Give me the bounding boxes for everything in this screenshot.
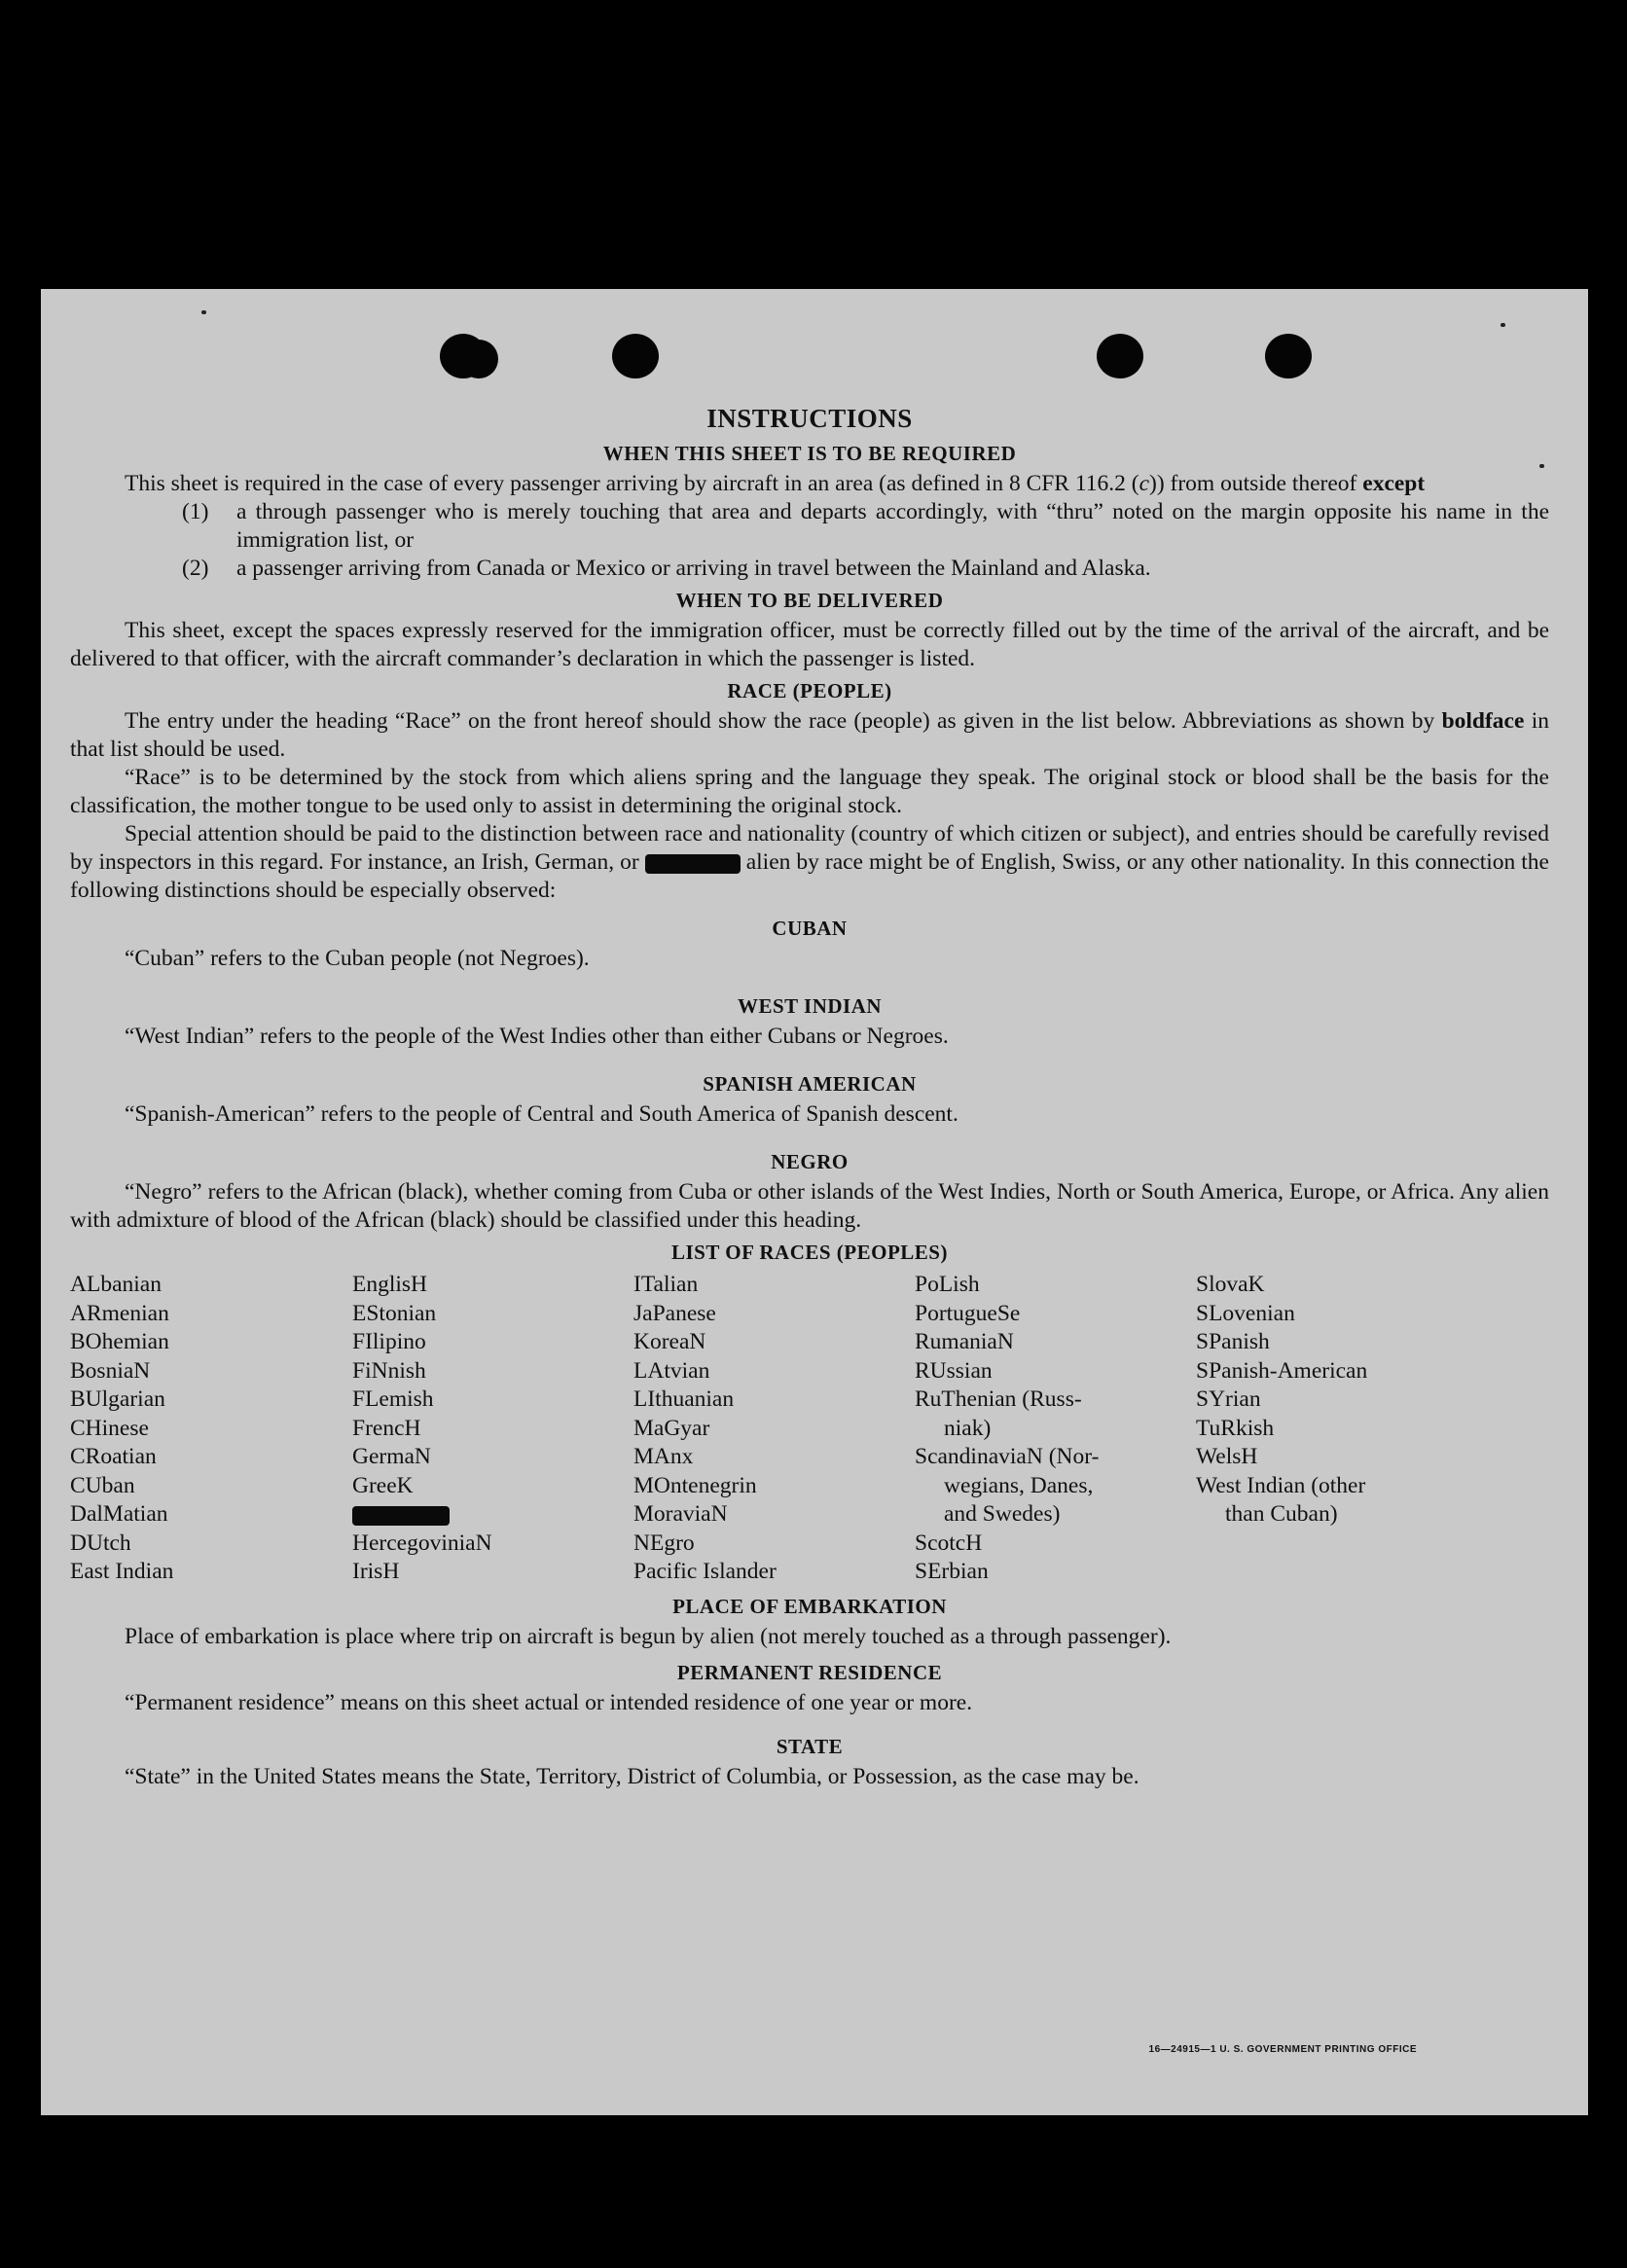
- race-entry: EnglisH: [352, 1272, 428, 1297]
- required-item-2: (2) a passenger arriving from Canada or Mexico or arriving in travel between the Mainland and Alaska.: [182, 556, 1151, 581]
- punch-hole-5: [1265, 334, 1312, 378]
- race-entry: JaPanese: [633, 1300, 716, 1326]
- heading-permanent-residence: PERMANENT RESIDENCE: [676, 1660, 943, 1684]
- race-entry: BOhemian: [70, 1329, 169, 1354]
- race-entry: FiNnish: [352, 1357, 426, 1384]
- race-entry: FIlipino: [352, 1329, 426, 1354]
- race-entry: MOntenegrin: [633, 1472, 757, 1498]
- west-indian-text: “West Indian” refers to the people of the West Indies other than either Cubans or Negroes.: [125, 1024, 949, 1049]
- race-entry: FLemish: [352, 1386, 434, 1412]
- race-column-5: [1196, 1271, 1488, 1587]
- race-entry: DUtch: [70, 1530, 131, 1556]
- race-entry: ALbanian: [70, 1272, 162, 1297]
- race-column-4: [915, 1271, 1196, 1587]
- punch-hole-2: [459, 340, 498, 378]
- heading-state: STATE: [776, 1734, 844, 1758]
- race-entry: MAnx: [633, 1444, 694, 1469]
- race-entry: EStonian: [352, 1300, 437, 1326]
- race-entry: LAtvian: [633, 1357, 710, 1384]
- race-entry-continued: than Cuban): [1225, 1501, 1338, 1527]
- heading-when-delivered: WHEN TO BE DELIVERED: [675, 589, 944, 612]
- speck: [201, 310, 206, 314]
- race-entry: SLovenian: [1196, 1300, 1295, 1326]
- race-entry-continued: niak): [944, 1415, 992, 1441]
- race-column-3: [633, 1271, 915, 1587]
- race-entry-redacted: [352, 1500, 633, 1530]
- punch-hole-3: [612, 334, 659, 378]
- race-entry: MaGyar: [633, 1415, 710, 1441]
- race-entry: West Indian (other: [1196, 1472, 1366, 1498]
- race-entry: MoraviaN: [633, 1501, 728, 1527]
- cuban-text: “Cuban” refers to the Cuban people (not Negroes).: [125, 946, 590, 971]
- heading-when-required: WHEN THIS SHEET IS TO BE REQUIRED: [602, 442, 1017, 465]
- race-entry: NEgro: [633, 1530, 695, 1556]
- heading-embarkation: PLACE OF EMBARKATION: [672, 1594, 947, 1618]
- race-entry: WelsH: [1196, 1444, 1258, 1469]
- race-entry: ITalian: [633, 1272, 699, 1297]
- required-item-1: (1) a through passenger who is merely touching that area and departs accordingly, with “thru” noted on the margin opposite his name in the immigration list, or: [182, 499, 1549, 553]
- heading-list-of-races: LIST OF RACES (PEOPLES): [671, 1241, 948, 1264]
- race-entry: SPanish: [1196, 1329, 1270, 1354]
- race-entry: TuRkish: [1196, 1415, 1275, 1441]
- heading-negro: NEGRO: [771, 1150, 849, 1173]
- race-list: [70, 1271, 1549, 1587]
- delivered-text: This sheet, except the spaces expressly reserved for the immigration officer, must be correctly filled out by the time of the arrival of the aircraft, and be delivered to that officer, with the aircraft commander’s declaration in which the passenger is listed.: [70, 618, 1549, 671]
- race-entry: BUlgarian: [70, 1386, 165, 1412]
- race-entry: BosniaN: [70, 1357, 151, 1384]
- negro-text: “Negro” refers to the African (black), whether coming from Cuba or other islands of the West Indies, North or South America, Europe, or Africa. Any alien with admixture of blood of the African (black) should be classified under this heading.: [70, 1179, 1549, 1233]
- race-entry: HercegoviniaN: [352, 1530, 492, 1556]
- spanish-american-text: “Spanish-American” refers to the people of Central and South America of Spanish descent.: [125, 1101, 958, 1127]
- race-column-2: [352, 1271, 633, 1587]
- race-paragraph-2: “Race” is to be determined by the stock from which aliens spring and the language they speak. The original stock or blood shall be the basis for the classification, the mother tongue to be used only to assist in determining the original stock.: [70, 765, 1549, 818]
- race-entry: CRoatian: [70, 1444, 157, 1469]
- race-entry: LIthuanian: [633, 1386, 735, 1412]
- race-entry-continued: and Swedes): [944, 1501, 1061, 1527]
- speck: [1539, 464, 1544, 468]
- race-entry: PortugueSe: [915, 1300, 1021, 1326]
- race-entry: East Indian: [70, 1559, 174, 1584]
- redaction-mark: [352, 1506, 450, 1526]
- heading-west-indian: WEST INDIAN: [737, 994, 883, 1018]
- race-entry: CHinese: [70, 1415, 149, 1441]
- heading-race: RACE (PEOPLE): [727, 679, 892, 702]
- race-entry: ScotcH: [915, 1530, 983, 1556]
- race-entry: KoreaN: [633, 1329, 706, 1354]
- race-entry-continued: wegians, Danes,: [944, 1472, 1094, 1498]
- race-entry: RumaniaN: [915, 1329, 1014, 1354]
- race-column-1: [70, 1271, 352, 1587]
- race-entry: PoLish: [915, 1272, 980, 1297]
- race-entry: RUssian: [915, 1357, 993, 1384]
- race-entry: GreeK: [352, 1472, 414, 1498]
- speck: [1500, 323, 1505, 327]
- race-entry: GermaN: [352, 1444, 431, 1469]
- race-entry: SErbian: [915, 1559, 989, 1584]
- race-entry: SPanish-American: [1196, 1357, 1368, 1384]
- document-title: INSTRUCTIONS: [706, 404, 913, 433]
- race-entry: ARmenian: [70, 1300, 169, 1326]
- heading-cuban: CUBAN: [772, 917, 848, 940]
- race-paragraph-1: The entry under the heading “Race” on the front hereof should show the race (people) as given in the list below. Abbreviations as shown by boldface in that list should be used.: [70, 708, 1549, 762]
- embarkation-text: Place of embarkation is place where trip on aircraft is begun by alien (not merely touched as a through passenger).: [125, 1623, 1172, 1649]
- race-entry: SlovaK: [1196, 1272, 1265, 1297]
- race-entry: Pacific Islander: [633, 1559, 777, 1584]
- race-paragraph-3: Special attention should be paid to the distinction between race and nationality (country of which citizen or subject), and entries should be carefully revised by inspectors in this regard. For instance, an Irish, German, or alien by race might be of English, Swiss, or any other nationality. In this connection the following distinctions should be especially observed:: [70, 821, 1549, 903]
- race-entry: DalMatian: [70, 1501, 168, 1527]
- required-intro: This sheet is required in the case of every passenger arriving by aircraft in an area (as defined in 8 CFR 116.2 (c)) from outside thereof except: [125, 471, 1426, 496]
- race-entry: SYrian: [1196, 1386, 1261, 1412]
- residence-text: “Permanent residence” means on this sheet actual or intended residence of one year or more.: [125, 1689, 973, 1715]
- redaction-mark: [645, 854, 741, 874]
- heading-spanish-american: SPANISH AMERICAN: [703, 1072, 917, 1096]
- printer-mark: 16—24915—1 U. S. GOVERNMENT PRINTING OFFICE: [1148, 2044, 1417, 2055]
- race-entry: ScandinaviaN (Nor-: [915, 1444, 1100, 1469]
- race-entry: RuThenian (Russ-: [915, 1386, 1082, 1412]
- instruction-sheet: [41, 289, 1588, 2115]
- state-text: “State” in the United States means the State, Territory, District of Columbia, or Possession, as the case may be.: [125, 1763, 1139, 1789]
- race-entry: FrencH: [352, 1415, 421, 1441]
- punch-hole-4: [1097, 334, 1143, 378]
- race-entry: IrisH: [352, 1559, 400, 1584]
- race-entry: CUban: [70, 1472, 135, 1498]
